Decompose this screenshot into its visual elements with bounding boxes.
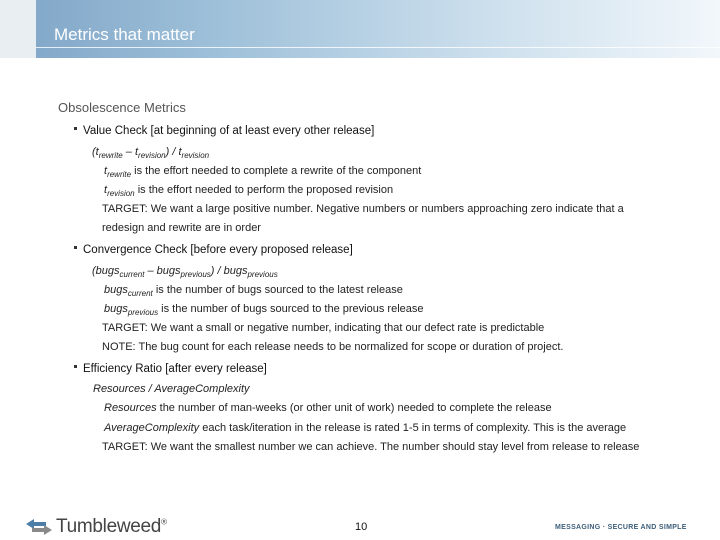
convergence-check-def-current: bugs$_{current}$ is the number of bugs sourced to the latest release [104,284,403,298]
tumbleweed-logo-icon [24,518,54,536]
value-check-def-revision: $t_{revision}$ is the effort needed to perform the proposed revision [104,184,394,198]
bullet-dot [74,246,77,249]
efficiency-ratio-def-resources: Resources the number of man-weeks (or other unit of work) needed to complete the release [104,402,552,414]
efficiency-ratio-formula: Resources / AverageComplexity [93,383,250,395]
page-number: 10 [355,521,368,533]
bullet-convergence-check [74,244,353,256]
tumbleweed-logo: Tumbleweed® [56,516,167,537]
slide-title: Metrics that matter [54,25,195,44]
convergence-check-target: TARGET: We want a small or negative number, indicating that our defect rate is predictable [102,322,545,334]
bullet-efficiency-ratio [74,363,267,375]
convergence-check-formula: (bugs$_{current}$ – bugs$_{previous}$) / bugs$_{previous}$ [92,265,278,279]
header-divider [36,47,720,48]
footer-tagline: MESSAGING · SECURE AND SIMPLE [555,524,687,531]
value-check-formula: $(t_{rewrite} - t_{revision}) / t_{revision}$ [92,146,210,160]
efficiency-ratio-target: TARGET: We want the smallest number we can achieve. The number should stay level from release to release [102,441,640,453]
convergence-check-heading: Convergence Check [before every proposed release] [83,244,353,256]
value-check-target-2: redesign and rewrite are in order [102,222,261,234]
value-check-heading: Value Check [at beginning of at least every other release] [83,125,375,137]
bullet-dot [74,127,77,130]
convergence-check-def-previous: bugs$_{previous}$ is the number of bugs sourced to the previous release [104,303,424,317]
value-check-def-rewrite: $t_{rewrite}$ is the effort needed to complete a rewrite of the component [104,165,422,179]
bullet-value-check [74,125,374,137]
efficiency-ratio-def-complexity: AverageComplexity each task/iteration in the release is rated 1-5 in terms of complexity. This is the average [104,422,627,434]
efficiency-ratio-heading: Efficiency Ratio [after every release] [83,363,267,375]
convergence-check-note: NOTE: The bug count for each release needs to be normalized for scope or duration of project. [102,341,564,353]
value-check-target-1: TARGET: We want a large positive number. Negative numbers or numbers approaching zero indicate that a [102,203,624,215]
bullet-dot [74,365,77,368]
header-left-block [0,0,36,58]
section-title: Obsolescence Metrics [58,100,186,115]
